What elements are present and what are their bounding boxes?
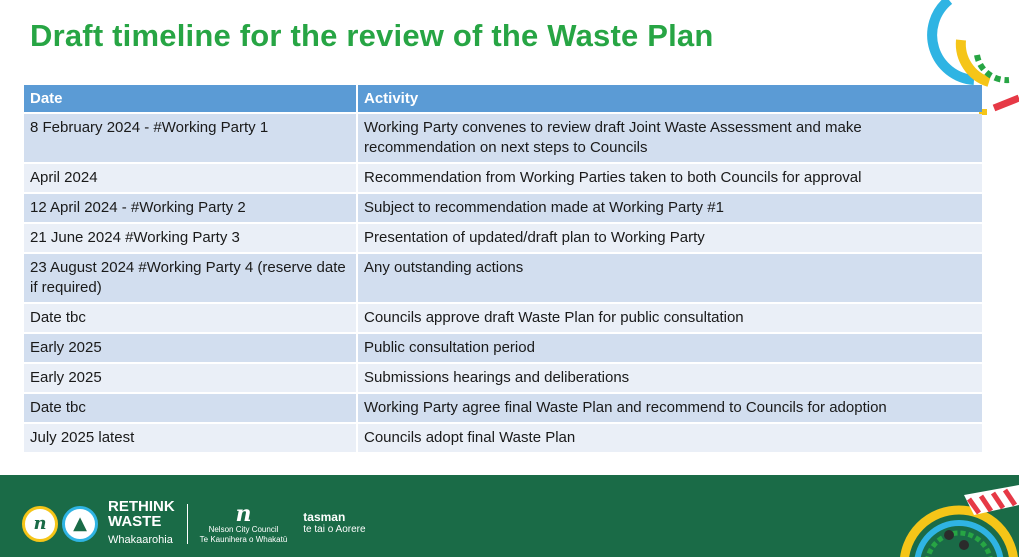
table-row bbox=[24, 304, 982, 332]
date-cell: April 2024 bbox=[24, 164, 356, 192]
activity-cell: Recommendation from Working Parties taken to both Councils for approval bbox=[358, 164, 982, 192]
footer-divider bbox=[187, 504, 188, 544]
activity-cell: Public consultation period bbox=[358, 334, 982, 362]
date-cell: 12 April 2024 - #Working Party 2 bbox=[24, 194, 356, 222]
tasman-circle-logo-icon: ▲ bbox=[62, 506, 98, 542]
table-row bbox=[24, 254, 982, 302]
page-title: Draft timeline for the review of the Waste Plan bbox=[30, 18, 714, 53]
date-cell: Early 2025 bbox=[24, 364, 356, 392]
tasman-council-logo bbox=[303, 512, 365, 535]
ncc-line1: Nelson City Council bbox=[208, 524, 279, 534]
rethink-waste-logo bbox=[108, 499, 175, 548]
nelson-circle-logo-icon: n bbox=[22, 506, 58, 542]
date-cell: 8 February 2024 - #Working Party 1 bbox=[24, 114, 356, 162]
header-date: Date bbox=[24, 85, 356, 112]
date-cell: Date tbc bbox=[24, 304, 356, 332]
table-row bbox=[24, 194, 982, 222]
activity-cell: Working Party convenes to review draft Joint Waste Assessment and make recommendation on next steps to Councils bbox=[358, 114, 982, 162]
activity-cell: Working Party agree final Waste Plan and recommend to Councils for adoption bbox=[358, 394, 982, 422]
table-row bbox=[24, 114, 982, 162]
activity-cell: Submissions hearings and deliberations bbox=[358, 364, 982, 392]
table-row bbox=[24, 364, 982, 392]
date-cell: Early 2025 bbox=[24, 334, 356, 362]
date-cell: 21 June 2024 #Working Party 3 bbox=[24, 224, 356, 252]
tasman-line2: te tai o Aorere bbox=[303, 524, 366, 535]
rethink-line1: RETHINK bbox=[108, 498, 175, 515]
nelson-mark-icon: n bbox=[235, 500, 252, 527]
decorative-rings-bottom bbox=[889, 475, 1019, 557]
ncc-line2: Te Kaunihera o Whakatū bbox=[199, 534, 288, 544]
table-header-row bbox=[24, 85, 982, 112]
activity-cell: Councils approve draft Waste Plan for public consultation bbox=[358, 304, 982, 332]
timeline-table bbox=[22, 83, 984, 454]
rethink-line2: WASTE bbox=[108, 513, 162, 530]
footer-banner bbox=[0, 475, 1019, 557]
activity-cell: Any outstanding actions bbox=[358, 254, 982, 302]
activity-cell: Subject to recommendation made at Working Party #1 bbox=[358, 194, 982, 222]
rethink-subtitle: Whakaarohia bbox=[108, 534, 173, 546]
table-row bbox=[24, 224, 982, 252]
date-cell: July 2025 latest bbox=[24, 424, 356, 452]
table-row bbox=[24, 394, 982, 422]
nelson-city-council-logo bbox=[199, 500, 288, 545]
tasman-line1: tasman bbox=[303, 510, 346, 524]
footer-logos bbox=[22, 499, 366, 548]
activity-cell: Presentation of updated/draft plan to Working Party bbox=[358, 224, 982, 252]
table-row bbox=[24, 424, 982, 452]
table-row bbox=[24, 334, 982, 362]
table-row bbox=[24, 164, 982, 192]
header-activity: Activity bbox=[358, 85, 982, 112]
date-cell: Date tbc bbox=[24, 394, 356, 422]
date-cell: 23 August 2024 #Working Party 4 (reserve date if required) bbox=[24, 254, 356, 302]
activity-cell: Councils adopt final Waste Plan bbox=[358, 424, 982, 452]
